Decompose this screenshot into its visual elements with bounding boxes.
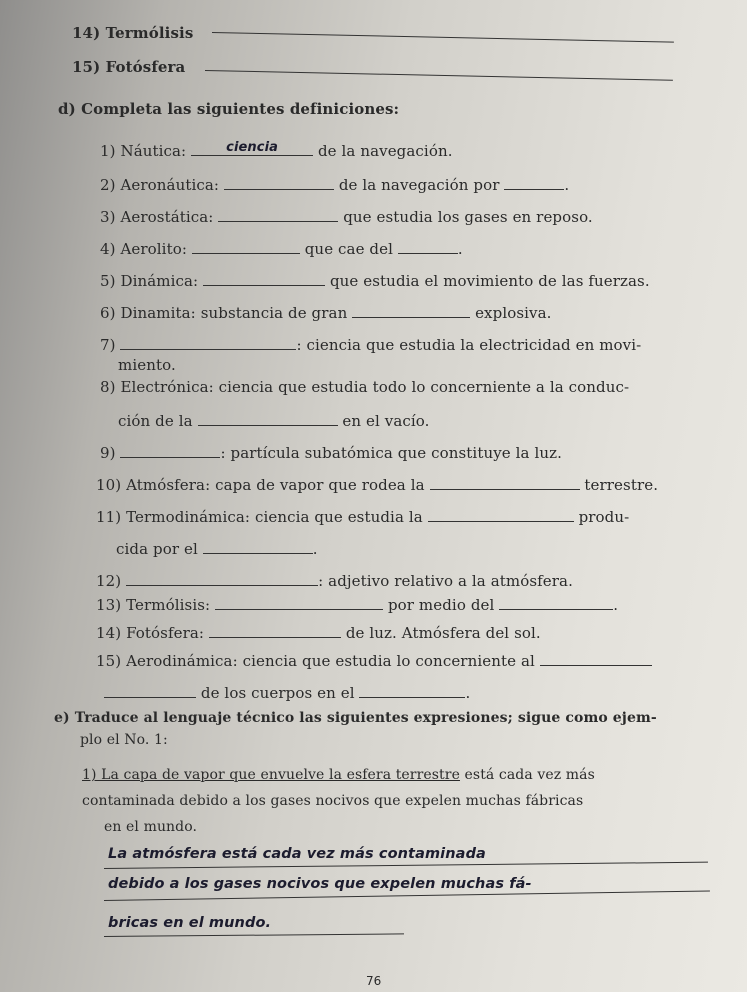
page-number: 76: [366, 974, 382, 988]
answer-line[interactable]: [205, 70, 673, 81]
definition-label: 3) Aerostática:: [100, 208, 214, 226]
answer-line[interactable]: [212, 32, 674, 43]
example-1: [82, 767, 595, 783]
handwritten-answer[interactable]: ciencia: [191, 140, 313, 156]
handwritten-answer-line-1: La atmósfera está cada vez más contaminada: [108, 846, 486, 862]
answer-blank[interactable]: [398, 241, 458, 254]
definition-13: [96, 596, 618, 614]
answer-blank[interactable]: [352, 305, 470, 318]
definition-text: terrestre.: [584, 476, 659, 494]
answer-blank[interactable]: [203, 541, 313, 554]
definition-text: : partícula subatómica que constituye la luz.: [220, 444, 562, 462]
definition-11: [96, 508, 629, 526]
definition-1: [100, 142, 453, 161]
definition-15: [96, 652, 652, 670]
definition-text: explosiva.: [475, 304, 552, 322]
answer-blank[interactable]: [209, 625, 341, 638]
definition-6: [100, 304, 552, 322]
answer-blank[interactable]: [215, 597, 383, 610]
answer-blank[interactable]: [126, 573, 318, 586]
punctuation: .: [312, 540, 318, 558]
answer-blank[interactable]: [428, 509, 574, 522]
definition-text: ción de la: [118, 412, 193, 430]
definition-label: 2) Aeronáutica:: [100, 176, 220, 194]
definition-text: cida por el: [116, 540, 198, 558]
writing-line[interactable]: [104, 890, 710, 901]
definition-text: en el vacío.: [342, 412, 430, 430]
definition-label: 12): [96, 572, 122, 590]
definition-text: 11) Termodinámica: ciencia que estudia la: [96, 508, 423, 526]
item-label: Termólisis: [105, 24, 194, 42]
answer-blank[interactable]: [359, 685, 465, 698]
answer-blank[interactable]: [430, 477, 580, 490]
item-number: 14): [72, 24, 101, 42]
definition-15-cont: [104, 684, 470, 702]
definition-label: 1) Náutica:: [100, 142, 187, 160]
definition-label: 5) Dinámica:: [100, 272, 199, 290]
handwritten-answer-line-2: debido a los gases nocivos que expelen muchas fá-: [108, 876, 532, 892]
definition-text: de la navegación.: [317, 142, 453, 160]
item-number: 15): [72, 58, 101, 76]
answer-blank[interactable]: [218, 209, 338, 222]
example-1-line-2: contaminada debido a los gases nocivos que expelen muchas fábricas: [82, 793, 584, 809]
example-1-line-3: en el mundo.: [104, 819, 198, 835]
answer-blank[interactable]: [499, 597, 613, 610]
definition-text: por medio del: [387, 596, 495, 614]
definition-label: 13) Termólisis:: [96, 596, 211, 614]
definition-text: de luz. Atmósfera del sol.: [345, 624, 541, 642]
definition-text: de los cuerpos en el: [200, 684, 355, 702]
example-text: está cada vez más: [459, 767, 595, 783]
section-e-heading-cont: plo el No. 1:: [80, 732, 168, 748]
definition-text: produ-: [578, 508, 630, 526]
top-item-14: [72, 24, 193, 42]
definition-text: 15) Aerodinámica: ciencia que estudia lo concerniente al: [96, 652, 535, 670]
definition-12: [96, 572, 573, 590]
definition-text: que estudia los gases en reposo.: [343, 208, 593, 226]
answer-blank[interactable]: [504, 177, 564, 190]
definition-label: 14) Fotósfera:: [96, 624, 205, 642]
definition-5: [100, 272, 650, 290]
definition-text: : ciencia que estudia la electricidad en movi-: [296, 336, 642, 354]
definition-text: de la navegación por: [338, 176, 500, 194]
answer-blank[interactable]: [540, 653, 652, 666]
definition-label: 7): [100, 336, 116, 354]
definition-3: [100, 208, 593, 226]
definition-text: que estudia el movimiento de las fuerzas.: [329, 272, 650, 290]
definition-8: 8) Electrónica: ciencia que estudia todo lo concerniente a la conduc-: [100, 378, 630, 396]
definition-text: 10) Atmósfera: capa de vapor que rodea la: [96, 476, 425, 494]
definition-label: 6) Dinamita: substancia de gran: [100, 304, 348, 322]
handwritten-answer-line-3: bricas en el mundo.: [108, 915, 272, 931]
answer-blank[interactable]: [224, 177, 334, 190]
definition-4: [100, 240, 463, 258]
punctuation: .: [457, 240, 463, 258]
definition-label: 9): [100, 444, 116, 462]
answer-blank[interactable]: [104, 685, 196, 698]
item-label: Fotósfera: [105, 58, 186, 76]
definition-9: [100, 444, 562, 462]
definition-label: 4) Aerolito:: [100, 240, 187, 258]
answer-blank[interactable]: [192, 241, 300, 254]
definition-8-cont: [118, 412, 430, 430]
definition-7-cont: miento.: [118, 356, 176, 374]
definition-text: : adjetivo relativo a la atmósfera.: [318, 572, 573, 590]
answer-blank[interactable]: [203, 273, 325, 286]
writing-line[interactable]: [104, 862, 708, 869]
answer-blank[interactable]: [120, 337, 296, 350]
definition-10: [96, 476, 658, 494]
punctuation: .: [564, 176, 570, 194]
answer-blank[interactable]: [198, 413, 338, 426]
definition-7: [100, 336, 641, 354]
writing-line[interactable]: [104, 933, 404, 937]
punctuation: .: [465, 684, 471, 702]
example-text: 1) La capa de vapor que envuelve la esfera terrestre: [82, 767, 460, 783]
answer-blank[interactable]: [120, 445, 220, 458]
definition-11-cont: [116, 540, 318, 558]
section-d-heading: d) Completa las siguientes definiciones:: [58, 100, 400, 118]
top-item-15: [72, 58, 185, 76]
section-e-heading: e) Traduce al lenguaje técnico las siguientes expresiones; sigue como ejem-: [54, 710, 657, 726]
definition-2: [100, 176, 569, 194]
punctuation: .: [613, 596, 619, 614]
definition-14: [96, 624, 541, 642]
definition-text: que cae del: [304, 240, 394, 258]
